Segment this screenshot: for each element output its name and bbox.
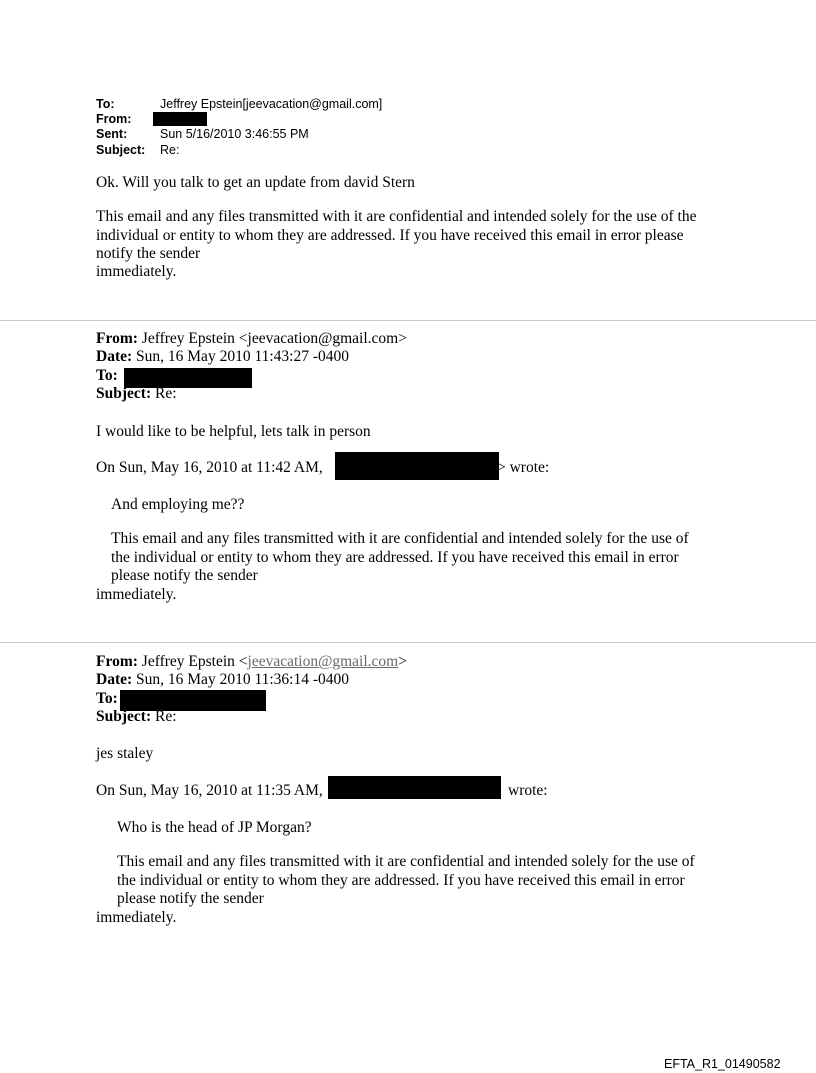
email3-subject-label: Subject:: [96, 708, 152, 725]
email3-quote-intro-end: wrote:: [508, 782, 548, 799]
email3-from-label: From:: [96, 653, 138, 670]
email3-from-close: >: [398, 653, 407, 670]
email3-from-row: [96, 653, 407, 671]
email2-body: I would like to be helpful, lets talk in person: [96, 423, 371, 440]
disclaimer-line: notify the sender: [96, 245, 201, 262]
email1-sent-value: Sun 5/16/2010 3:46:55 PM: [160, 127, 309, 141]
email1-sent-label: Sent:: [96, 127, 128, 141]
email1-to-label: To:: [96, 97, 115, 111]
email1-subject-label: Subject:: [96, 143, 146, 157]
disclaimer-line: This email and any files transmitted with it are confidential and intended solely for the use of: [111, 530, 689, 547]
email3-date-row: [96, 671, 349, 689]
document-id: EFTA_R1_01490582: [664, 1057, 781, 1071]
email2-date-value: Sun, 16 May 2010 11:43:27 -0400: [136, 348, 350, 365]
email3-subject-row: [96, 708, 177, 726]
email3-from-email-link[interactable]: jeevacation@gmail.com: [247, 653, 399, 670]
disclaimer-line: please notify the sender: [111, 567, 258, 584]
email2-from-label: From:: [96, 330, 138, 347]
disclaimer-line: This email and any files transmitted with it are confidential and intended solely for the use of: [117, 853, 695, 870]
disclaimer-line: please notify the sender: [117, 890, 264, 907]
email3-to-label: To:: [96, 690, 118, 707]
email2-from-value: Jeffrey Epstein <jeevacation@gmail.com>: [141, 330, 407, 347]
email2-date-row: [96, 348, 349, 366]
email3-quote-sender-redaction: [328, 776, 501, 799]
disclaimer-line: the individual or entity to whom they are addressed. If you have received this email in error: [117, 872, 685, 889]
email2-quote-sender-redaction: [335, 452, 499, 480]
email2-subject-value: Re:: [154, 385, 177, 402]
disclaimer-line: This email and any files transmitted with it are confidential and intended solely for the use of the: [96, 208, 697, 225]
email1-from-row: [96, 112, 131, 127]
email2-subject-label: Subject:: [96, 385, 152, 402]
disclaimer-line: immediately.: [96, 909, 177, 926]
disclaimer-line: immediately.: [96, 586, 177, 603]
email2-quote-body: And employing me??: [111, 496, 245, 513]
email3-quote-body: Who is the head of JP Morgan?: [117, 819, 312, 836]
email1-subject-value: Re:: [160, 143, 180, 157]
email2-quote-intro: On Sun, May 16, 2010 at 11:42 AM,: [96, 459, 323, 476]
email3-subject-value: Re:: [154, 708, 177, 725]
email1-to-value: Jeffrey Epstein[jeevacation@gmail.com]: [160, 97, 383, 111]
email3-from-name: Jeffrey Epstein <: [141, 653, 248, 670]
email1-from-redaction: [153, 112, 207, 126]
separator-rule: [0, 642, 816, 643]
email1-subject-row: [96, 143, 179, 158]
email2-date-label: Date:: [96, 348, 133, 365]
disclaimer-line: immediately.: [96, 263, 177, 280]
email2-to-row: [96, 367, 118, 385]
email3-date-label: Date:: [96, 671, 133, 688]
disclaimer-line: individual or entity to whom they are addressed. If you have received this email in error please: [96, 227, 684, 244]
email2-to-label: To:: [96, 367, 118, 384]
email1-body: Ok. Will you talk to get an update from david Stern: [96, 174, 415, 191]
email2-from-row: [96, 330, 407, 348]
email1-sent-row: [96, 127, 309, 142]
email1-from-label: From:: [96, 112, 132, 126]
email2-quote-intro-end: > wrote:: [497, 459, 550, 476]
email3-date-value: Sun, 16 May 2010 11:36:14 -0400: [136, 671, 350, 688]
disclaimer-line: the individual or entity to whom they are addressed. If you have received this email in error: [111, 549, 679, 566]
separator-rule: [0, 320, 816, 321]
email3-body: jes staley: [96, 745, 154, 762]
email2-subject-row: [96, 385, 177, 403]
email3-to-row: [96, 690, 118, 708]
email3-quote-intro: On Sun, May 16, 2010 at 11:35 AM,: [96, 782, 323, 799]
email1-to-row: [96, 97, 382, 112]
